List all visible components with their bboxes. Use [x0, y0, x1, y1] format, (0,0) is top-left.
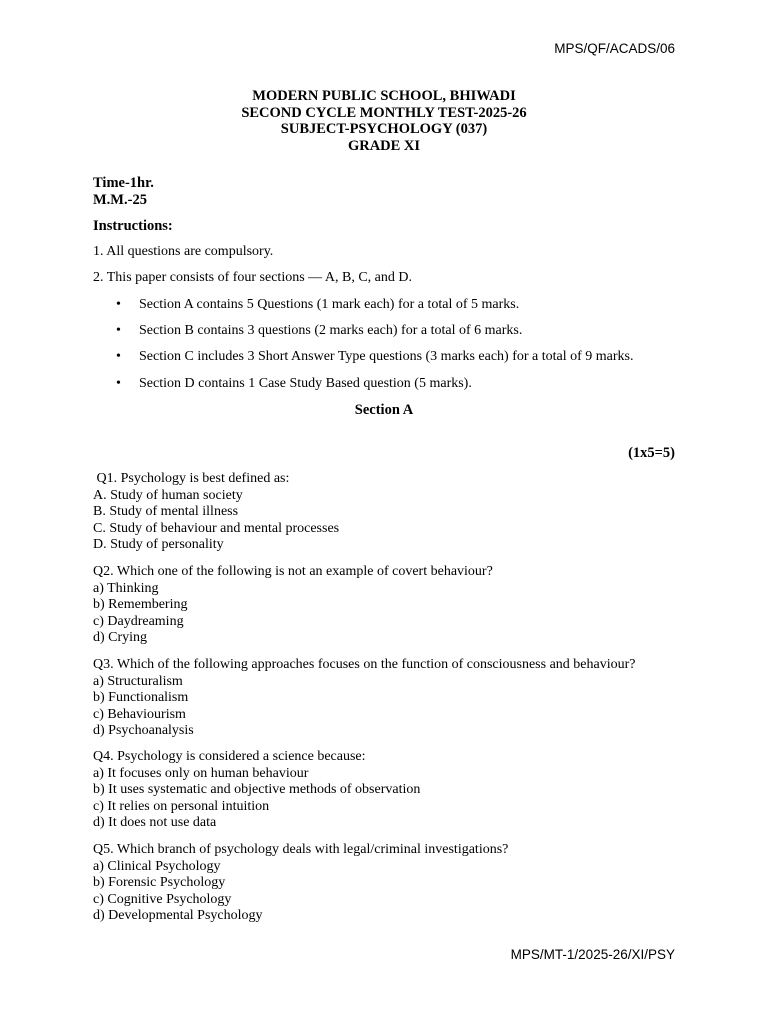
instruction-bullet	[116, 376, 472, 392]
subject-name: SUBJECT-PSYCHOLOGY (037)	[280, 121, 488, 137]
option: C. Study of behaviour and mental processes	[93, 520, 340, 536]
document-code-top: MPS/QF/ACADS/06	[554, 41, 675, 56]
bullet-text: Section C includes 3 Short Answer Type questions (3 marks each) for a total of 9 marks.	[139, 349, 634, 364]
option: b) Forensic Psychology	[93, 875, 226, 891]
option: a) Thinking	[93, 580, 159, 596]
school-name: MODERN PUBLIC SCHOOL, BHIWADI	[252, 88, 516, 104]
instruction-bullet	[116, 349, 634, 365]
option: c) It relies on personal intuition	[93, 798, 270, 814]
option: d) Psychoanalysis	[93, 723, 194, 739]
option: d) Developmental Psychology	[93, 908, 263, 924]
bullet-icon: •	[116, 297, 121, 312]
test-name: SECOND CYCLE MONTHLY TEST-2025-26	[241, 104, 527, 121]
option: a) Structuralism	[93, 673, 183, 689]
exam-header	[0, 88, 768, 154]
question-text: Q5. Which branch of psychology deals with legal/criminal investigations?	[93, 842, 509, 857]
option: D. Study of personality	[93, 537, 224, 553]
grade-label: GRADE XI	[347, 137, 421, 154]
instruction-item: 2. This paper consists of four sections — A, B, C, and D.	[93, 270, 412, 285]
option: a) It focuses only on human behaviour	[93, 765, 309, 781]
max-marks-label: M.M.-25	[93, 191, 147, 208]
instructions-title: Instructions:	[93, 218, 173, 234]
question-block	[93, 657, 636, 740]
bullet-icon: •	[116, 376, 121, 391]
question-text: Q1. Psychology is best defined as:	[93, 471, 290, 486]
option: c) Behaviourism	[93, 706, 186, 722]
question-text: Q4. Psychology is considered a science because:	[93, 749, 366, 764]
question-block	[93, 842, 508, 925]
bullet-text: Section D contains 1 Case Study Based question (5 marks).	[139, 376, 472, 391]
question-block	[93, 749, 420, 832]
bullet-icon: •	[116, 323, 121, 338]
bullet-text: Section A contains 5 Questions (1 mark each) for a total of 5 marks.	[139, 297, 520, 312]
question-block	[93, 564, 493, 647]
option: B. Study of mental illness	[93, 504, 239, 520]
option: c) Cognitive Psychology	[93, 891, 232, 907]
option: d) Crying	[93, 630, 148, 646]
instruction-bullet	[116, 323, 522, 339]
document-code-bottom: MPS/MT-1/2025-26/XI/PSY	[510, 947, 675, 962]
instruction-item: 1. All questions are compulsory.	[93, 244, 274, 259]
option: A. Study of human society	[93, 487, 243, 503]
instruction-bullet	[116, 297, 519, 313]
option: d) It does not use data	[93, 815, 217, 831]
option: b) Functionalism	[93, 690, 189, 706]
section-marks: (1x5=5)	[628, 445, 675, 461]
bullet-icon: •	[116, 349, 121, 364]
question-block	[93, 471, 339, 554]
section-title: Section A	[354, 402, 414, 418]
question-text: Q2. Which one of the following is not an example of covert behaviour?	[93, 564, 493, 579]
option: a) Clinical Psychology	[93, 858, 221, 874]
exam-meta	[93, 175, 154, 208]
question-text: Q3. Which of the following approaches focuses on the function of consciousness and behaviour?	[93, 657, 636, 672]
option: c) Daydreaming	[93, 613, 184, 629]
option: b) It uses systematic and objective methods of observation	[93, 782, 421, 798]
bullet-text: Section B contains 3 questions (2 marks each) for a total of 6 marks.	[139, 323, 523, 338]
option: b) Remembering	[93, 597, 188, 613]
time-label: Time-1hr.	[93, 175, 154, 191]
